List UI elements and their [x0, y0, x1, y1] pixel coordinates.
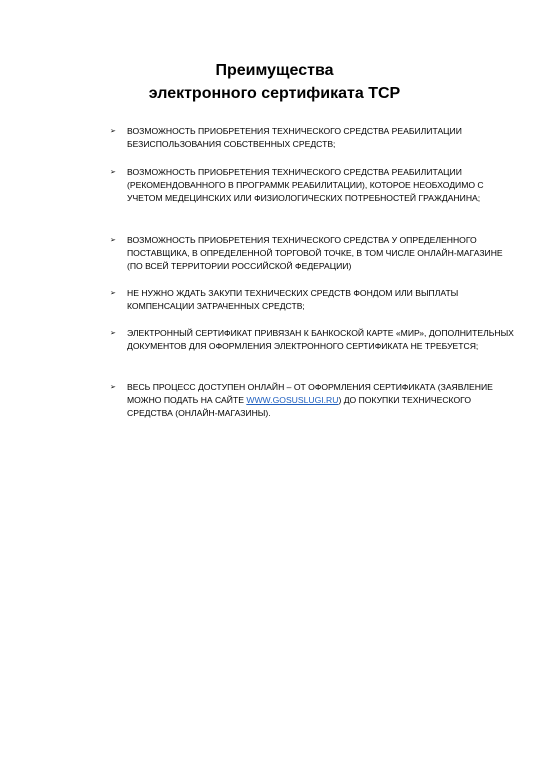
arrow-bullet-icon: ➢	[110, 169, 116, 176]
list-item	[107, 327, 517, 353]
arrow-bullet-icon: ➢	[110, 384, 116, 391]
list-item	[107, 125, 517, 151]
gosuslugi-link[interactable]: WWW.GOSUSLUGI.RU	[246, 395, 339, 405]
list-item	[107, 166, 517, 205]
list-item-text-before: ВЕСЬ ПРОЦЕСС ДОСТУПЕН ОНЛАЙН – ОТ ОФОРМЛЕНИЯ СЕРТИФИКАТА (ЗАЯВЛЕНИЕ МОЖНО ПОДАТЬ НА САЙТЕ	[127, 382, 493, 405]
list-item-text: ВОЗМОЖНОСТЬ ПРИОБРЕТЕНИЯ ТЕХНИЧЕСКОГО СРЕДСТВА РЕАБИЛИТАЦИИ (РЕКОМЕНДОВАННОГО В ПРОГРАММК РЕАБИЛИТАЦИИ), КОТОРОЕ НЕОБХОДИМО С УЧЕТОМ МЕДЕЦИНСКИХ ИЛИ ФИЗИОЛОГИЧЕСКИХ ПОТРЕБНОСТЕЙ ГРАЖДАНИНА;	[127, 167, 484, 203]
list-item-text-after: ) ДО ПОКУПКИ ТЕХНИЧЕСКОГО СРЕДСТВА (ОНЛАЙН-МАГАЗИНЫ).	[127, 395, 472, 418]
list-item-text	[127, 381, 517, 420]
list-item	[107, 381, 517, 420]
arrow-bullet-icon: ➢	[110, 330, 116, 337]
title-line-1: Преимущества	[215, 62, 334, 79]
list-item-text: ВОЗМОЖНОСТЬ ПРИОБРЕТЕНИЯ ТЕХНИЧЕСКОГО СРЕДСТВА РЕАБИЛИТАЦИИ БЕЗИСПОЛЬЗОВАНИЯ СОБСТВЕННЫХ СРЕДСТВ;	[127, 126, 462, 149]
arrow-bullet-icon: ➢	[110, 237, 116, 244]
list-item	[107, 234, 517, 273]
arrow-bullet-icon: ➢	[110, 290, 116, 297]
arrow-bullet-icon: ➢	[110, 128, 116, 135]
list-item	[107, 287, 517, 313]
title-line-2: электронного сертификата ТСР	[148, 85, 401, 102]
list-item-text: ВОЗМОЖНОСТЬ ПРИОБРЕТЕНИЯ ТЕХНИЧЕСКОГО СРЕДСТВА У ОПРЕДЕЛЕННОГО ПОСТАВЩИКА, В ОПРЕДЕЛЕННОЙ ТОРГОВОЙ ТОЧКЕ, В ТОМ ЧИСЛЕ ОНЛАЙН-МАГАЗИНЕ (ПО ВСЕЙ ТЕРРИТОРИИ РОССИЙСКОЙ ФЕДЕРАЦИИ)	[127, 235, 503, 271]
list-item-text: НЕ НУЖНО ЖДАТЬ ЗАКУПИ ТЕХНИЧЕСКИХ СРЕДСТВ ФОНДОМ ИЛИ ВЫПЛАТЫ КОМПЕНСАЦИИ ЗАТРАЧЕННЫХ СРЕДСТВ;	[127, 288, 459, 311]
page-title	[0, 59, 549, 105]
list-item-text: ЭЛЕКТРОННЫЙ СЕРТИФИКАТ ПРИВЯЗАН К БАНКОСКОЙ КАРТЕ «МИР», ДОПОЛНИТЕЛЬНЫХ ДОКУМЕНТОВ ДЛЯ ОФОРМЛЕНИЯ ЭЛЕКТРОННОГО СЕРТИФИКАТА НЕ ТРЕБУЕТСЯ;	[127, 328, 514, 351]
